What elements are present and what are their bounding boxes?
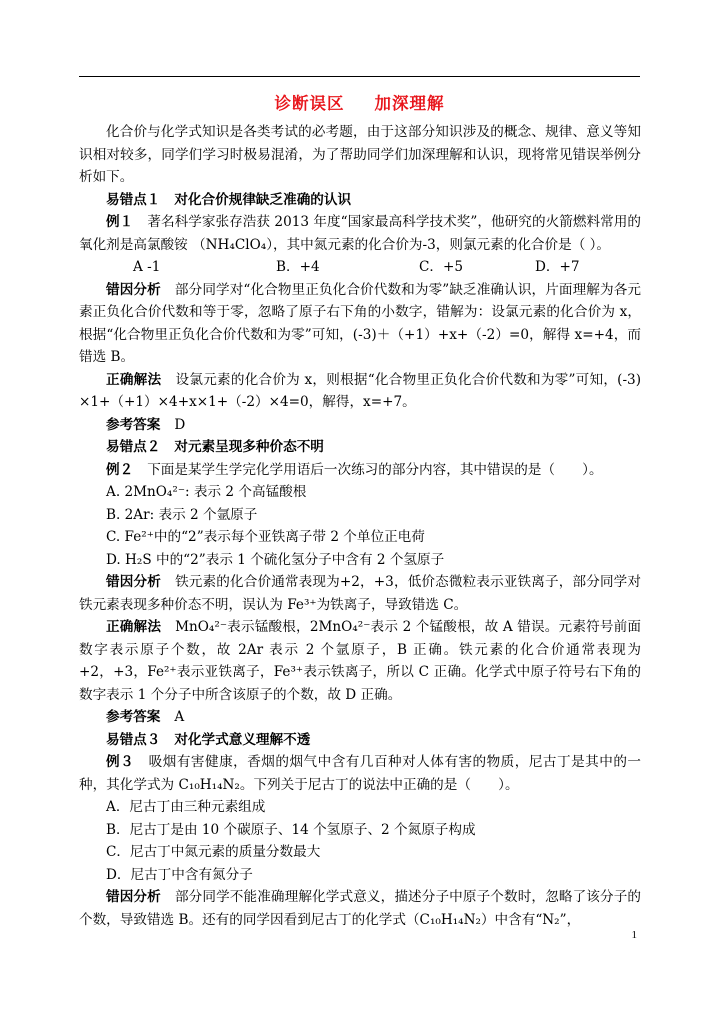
section3-title: 对化学式意义理解不透 — [174, 731, 311, 748]
error3-text: 部分同学不能准确理解化学式意义，描述分子中原子个数时，忽略了该分子的个数，导致错选 B。还有的同学因看到尼古丁的化学式（C₁₀H₁₄N₂）中含有“N₂”， — [79, 889, 641, 928]
solution2-label: 正确解法 — [106, 619, 162, 635]
answer1-text: D — [174, 416, 186, 433]
example2-option-c: C. Fe²⁺中的“2”表示每个亚铁离子带 2 个单位正电荷 — [106, 529, 425, 545]
solution1-text: 设氯元素的化合价为 x，则根据“化合物里正负化合价代数和为零”可知，(-3) ×1+（+1）×4+x×1+（-2）×4=0，解得，x=+7。 — [79, 371, 642, 410]
solution2-text: MnO₄²⁻表示锰酸根，2MnO₄²⁻表示 2 个锰酸根，故 A 错误。元素符号前面数字表示原子个数，故 2Ar 表示 2 个氩原子，B 正确。铁元素的化合价通常表现为+2，+3，Fe²⁺表示亚铁离子，Fe³⁺表示铁离子，所以 C 正确。化学式中原子符号右下角的数字表示 1 个分子中所含该原子的个数，故 D 正确。 — [79, 619, 642, 703]
example2-option-a: A. 2MnO₄²⁻: 表示 2 个高锰酸根 — [106, 484, 307, 500]
example2-paragraph — [79, 459, 641, 482]
header-rule — [79, 76, 640, 77]
solution1-label: 正确解法 — [106, 371, 162, 388]
example2-label: 例２ — [106, 461, 134, 478]
example3-option-c: C．尼古丁中氮元素的质量分数最大 — [106, 844, 321, 860]
example3-text: 吸烟有害健康，香烟的烟气中含有几百种对人体有害的物质，尼古丁是其中的一种，其化学式为 C₁₀H₁₄N₂。下列关于尼古丁的说法中正确的是（ ）。 — [79, 754, 642, 793]
title-left: 诊断误区 — [274, 94, 345, 113]
example3-option-d: D．尼古丁中含有氮分子 — [106, 866, 253, 883]
section1-title: 对化合价规律缺乏准确的认识 — [174, 191, 352, 208]
page-number: 1 — [631, 929, 637, 941]
answer1-paragraph — [79, 414, 641, 437]
section1-label: 易错点１ — [106, 191, 161, 208]
solution2-paragraph — [79, 616, 641, 706]
example2-option-d: D. H₂S 中的“2”表示 1 个硫化氢分子中含有 2 个氢原子 — [106, 551, 445, 568]
example3-paragraph — [79, 751, 641, 796]
example2-text: 下面是某学生学完化学用语后一次练习的部分内容，其中错误的是（ ）。 — [147, 461, 603, 478]
document-body — [79, 121, 641, 931]
example2-option-b: B. 2Ar: 表示 2 个氩原子 — [106, 506, 258, 523]
example3-option-b: B．尼古丁是由 10 个碳原子、14 个氢原子、2 个氮原子构成 — [106, 821, 476, 838]
error2-label: 错因分析 — [106, 574, 161, 590]
section3-label: 易错点３ — [106, 731, 161, 748]
example1-paragraph — [79, 211, 641, 256]
error2-text: 铁元素的化合价通常表现为+2，+3，低价态微粒表示亚铁离子，部分同学对铁元素表现多种价态不明，误认为 Fe³⁺为铁离子，导致错选 C。 — [79, 574, 642, 613]
option-d: D．+7 — [535, 259, 580, 275]
error3-paragraph — [79, 886, 641, 931]
example1-options — [79, 256, 641, 279]
intro-paragraph: 化合价与化学式知识是各类考试的必考题，由于这部分知识涉及的概念、规律、意义等知识相对较多，同学们学习时极易混淆，为了帮助同学们加深理解和认识，现将常见错误举例分析如下。 — [79, 124, 641, 185]
section2-label: 易错点２ — [106, 439, 161, 455]
example1-label: 例１ — [106, 214, 134, 230]
answer2-label: 参考答案 — [106, 709, 161, 725]
example1-text: 著名科学家张存浩获 2013 年度“国家最高科学技术奖”，他研究的火箭燃料常用的氧化剂是高氯酸铵 （NH₄ClO₄），其中氮元素的化合价为-3，则氯元素的化合价是（ ）。 — [79, 214, 641, 253]
option-c: C．+5 — [419, 259, 464, 275]
option-b: B．+4 — [276, 259, 320, 275]
option-a: A -1 — [133, 259, 161, 275]
error3-label: 错因分析 — [106, 889, 161, 905]
example3-label: 例３ — [106, 754, 135, 770]
answer1-label: 参考答案 — [106, 416, 161, 433]
error1-text: 部分同学对“化合物里正负化合价代数和为零”缺乏准确认识，片面理解为各元素正负化合价代数和等于零，忽略了原子右下角的小数字，错解为：设氯元素的化合价为 x，根据“化合物里正负化合价代数和为零”可知，(-3)＋（+1）+x+（-2）=0，解得 x=+4，而错选 B。 — [79, 281, 642, 365]
solution1-paragraph — [79, 369, 641, 414]
section1-heading — [79, 189, 641, 212]
section3-heading — [79, 729, 641, 752]
example3-option-a: A．尼古丁由三种元素组成 — [106, 799, 266, 815]
page-title — [79, 90, 640, 114]
error1-paragraph — [79, 279, 641, 369]
error1-label: 错因分析 — [106, 281, 161, 298]
section2-title: 对元素呈现多种价态不明 — [174, 439, 324, 455]
error2-paragraph — [79, 571, 641, 616]
title-right: 加深理解 — [374, 94, 445, 113]
answer2-text: A — [174, 709, 185, 725]
section2-heading — [79, 436, 641, 459]
answer2-paragraph — [79, 706, 641, 729]
